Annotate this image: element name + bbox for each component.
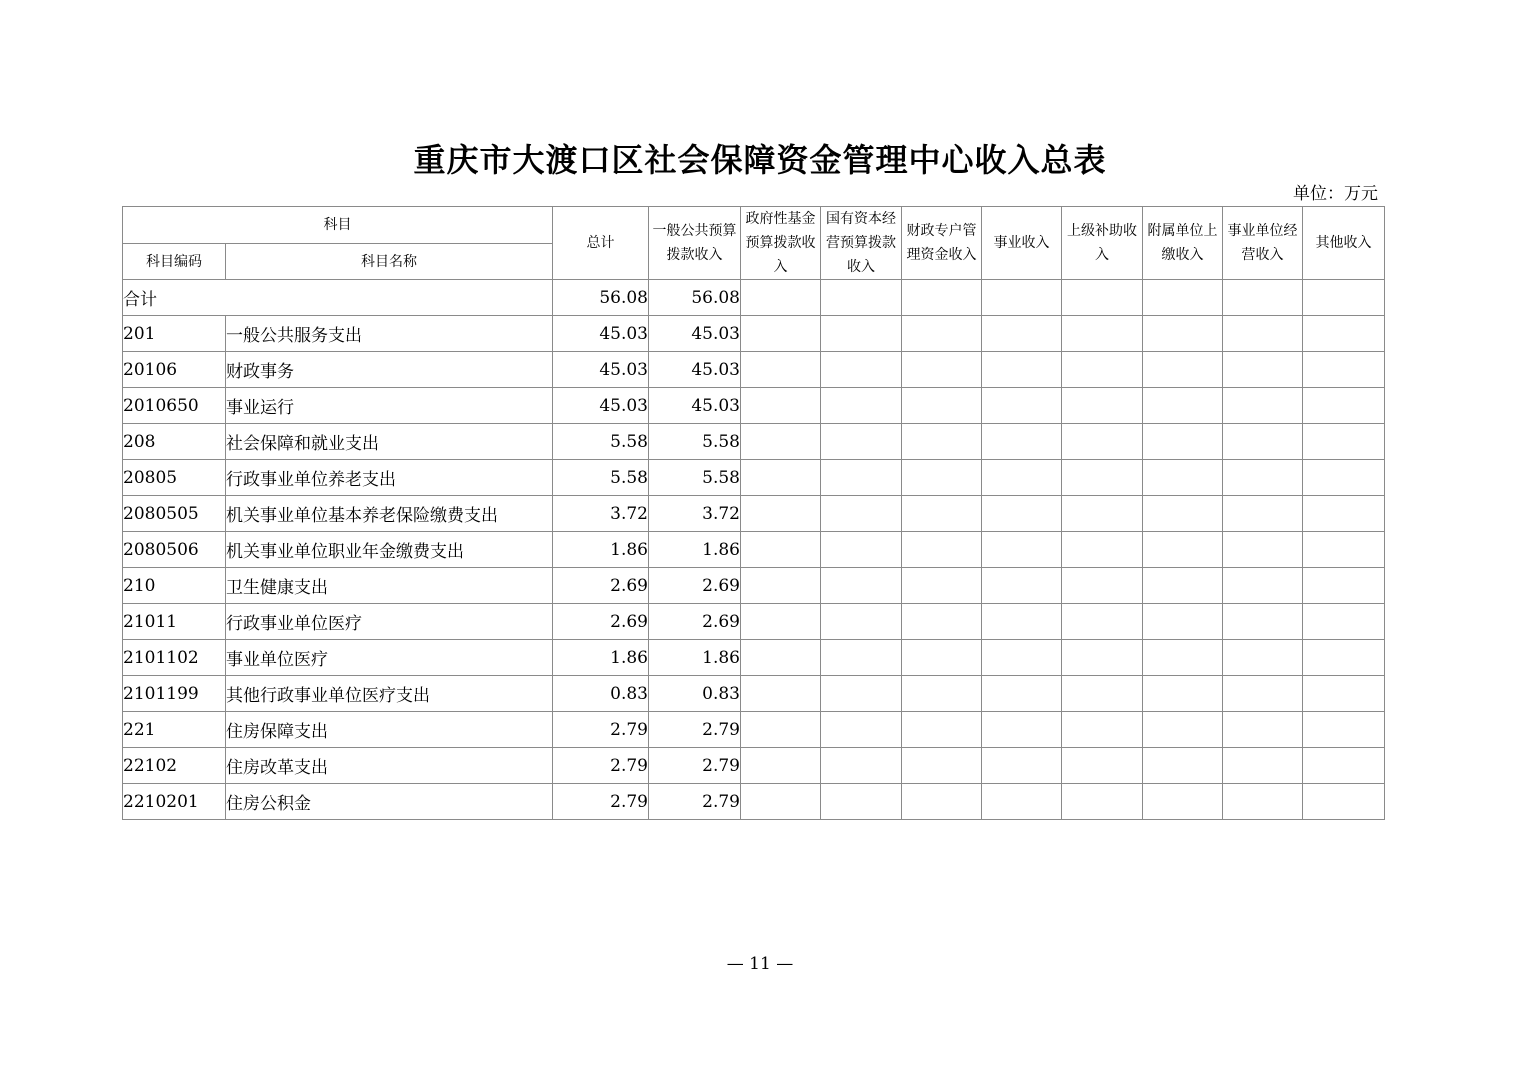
empty-cell xyxy=(982,640,1062,676)
row-name: 财政事务 xyxy=(226,352,553,388)
table-row xyxy=(123,352,1385,388)
row-general: 2.69 xyxy=(649,604,741,640)
row-name: 事业单位医疗 xyxy=(226,640,553,676)
empty-cell xyxy=(1062,280,1143,316)
empty-cell xyxy=(1303,640,1385,676)
empty-cell xyxy=(982,604,1062,640)
empty-cell xyxy=(1062,604,1143,640)
row-name: 住房改革支出 xyxy=(226,748,553,784)
empty-cell xyxy=(982,316,1062,352)
row-total: 5.58 xyxy=(553,424,649,460)
row-code: 20805 xyxy=(123,460,226,496)
empty-cell xyxy=(1223,316,1303,352)
empty-cell xyxy=(1062,316,1143,352)
empty-cell xyxy=(902,532,982,568)
row-code: 21011 xyxy=(123,604,226,640)
header-row-1 xyxy=(123,207,1385,244)
row-name: 事业运行 xyxy=(226,388,553,424)
row-general: 5.58 xyxy=(649,424,741,460)
empty-cell xyxy=(1062,676,1143,712)
empty-cell xyxy=(1062,424,1143,460)
empty-cell xyxy=(741,568,821,604)
table-row xyxy=(123,604,1385,640)
empty-cell xyxy=(1062,640,1143,676)
empty-cell xyxy=(1143,280,1223,316)
empty-cell xyxy=(741,532,821,568)
other-income-header: 其他收入 xyxy=(1303,207,1385,280)
empty-cell xyxy=(821,352,902,388)
table-row xyxy=(123,568,1385,604)
table-row xyxy=(123,496,1385,532)
row-name: 住房公积金 xyxy=(226,784,553,820)
empty-cell xyxy=(1143,712,1223,748)
empty-cell xyxy=(1143,460,1223,496)
empty-cell xyxy=(1303,280,1385,316)
empty-cell xyxy=(1143,424,1223,460)
empty-cell xyxy=(1223,604,1303,640)
empty-cell xyxy=(1223,352,1303,388)
row-general: 2.79 xyxy=(649,748,741,784)
empty-cell xyxy=(902,388,982,424)
empty-cell xyxy=(1303,532,1385,568)
empty-cell xyxy=(982,424,1062,460)
table-row xyxy=(123,424,1385,460)
income-summary-table xyxy=(122,206,1385,820)
empty-cell xyxy=(982,568,1062,604)
table-row xyxy=(123,712,1385,748)
state-capital-header: 国有资本经营预算拨款收入 xyxy=(821,207,902,280)
row-code: 20106 xyxy=(123,352,226,388)
row-general: 5.58 xyxy=(649,460,741,496)
row-total: 5.58 xyxy=(553,460,649,496)
empty-cell xyxy=(1143,604,1223,640)
table-row xyxy=(123,460,1385,496)
empty-cell xyxy=(741,712,821,748)
empty-cell xyxy=(1223,496,1303,532)
name-header: 科目名称 xyxy=(226,244,553,280)
row-general: 2.69 xyxy=(649,568,741,604)
row-general: 0.83 xyxy=(649,676,741,712)
empty-cell xyxy=(982,460,1062,496)
row-total: 45.03 xyxy=(553,352,649,388)
empty-cell xyxy=(1223,424,1303,460)
empty-cell xyxy=(741,604,821,640)
row-total: 0.83 xyxy=(553,676,649,712)
empty-cell xyxy=(821,712,902,748)
row-general: 45.03 xyxy=(649,352,741,388)
row-total: 2.69 xyxy=(553,568,649,604)
empty-cell xyxy=(1303,748,1385,784)
subject-group-header: 科目 xyxy=(123,207,553,244)
row-name: 机关事业单位职业年金缴费支出 xyxy=(226,532,553,568)
empty-cell xyxy=(741,316,821,352)
empty-cell xyxy=(902,784,982,820)
row-code: 2010650 xyxy=(123,388,226,424)
empty-cell xyxy=(1062,532,1143,568)
empty-cell xyxy=(1062,388,1143,424)
row-code: 201 xyxy=(123,316,226,352)
row-name: 其他行政事业单位医疗支出 xyxy=(226,676,553,712)
empty-cell xyxy=(1143,496,1223,532)
empty-cell xyxy=(741,676,821,712)
affiliated-income-header: 附属单位上缴收入 xyxy=(1143,207,1223,280)
empty-cell xyxy=(1303,316,1385,352)
empty-cell xyxy=(902,280,982,316)
row-code: 221 xyxy=(123,712,226,748)
empty-cell xyxy=(902,748,982,784)
table-row xyxy=(123,748,1385,784)
table-row xyxy=(123,676,1385,712)
empty-cell xyxy=(1303,676,1385,712)
empty-cell xyxy=(1303,460,1385,496)
table-row xyxy=(123,532,1385,568)
table-row xyxy=(123,388,1385,424)
empty-cell xyxy=(741,496,821,532)
empty-cell xyxy=(982,748,1062,784)
row-code: 2080505 xyxy=(123,496,226,532)
gov-fund-header: 政府性基金预算拨款收入 xyxy=(741,207,821,280)
empty-cell xyxy=(902,676,982,712)
empty-cell xyxy=(1223,280,1303,316)
empty-cell xyxy=(902,460,982,496)
empty-cell xyxy=(902,496,982,532)
special-account-header: 财政专户管理资金收入 xyxy=(902,207,982,280)
row-code: 2210201 xyxy=(123,784,226,820)
empty-cell xyxy=(1303,784,1385,820)
empty-cell xyxy=(821,532,902,568)
empty-cell xyxy=(1223,460,1303,496)
row-name: 行政事业单位医疗 xyxy=(226,604,553,640)
row-code: 2080506 xyxy=(123,532,226,568)
empty-cell xyxy=(982,532,1062,568)
row-name: 社会保障和就业支出 xyxy=(226,424,553,460)
row-code: 208 xyxy=(123,424,226,460)
row-total: 45.03 xyxy=(553,316,649,352)
code-header: 科目编码 xyxy=(123,244,226,280)
table-row xyxy=(123,640,1385,676)
empty-cell xyxy=(741,280,821,316)
unit-label: 单位：万元 xyxy=(1293,184,1378,204)
empty-cell xyxy=(902,316,982,352)
empty-cell xyxy=(1062,352,1143,388)
empty-cell xyxy=(1143,568,1223,604)
row-total: 45.03 xyxy=(553,388,649,424)
row-total: 2.79 xyxy=(553,784,649,820)
table-row xyxy=(123,784,1385,820)
empty-cell xyxy=(982,676,1062,712)
empty-cell xyxy=(902,424,982,460)
row-general: 2.79 xyxy=(649,784,741,820)
empty-cell xyxy=(902,640,982,676)
empty-cell xyxy=(982,496,1062,532)
row-total: 2.79 xyxy=(553,712,649,748)
empty-cell xyxy=(1223,532,1303,568)
empty-cell xyxy=(1303,388,1385,424)
row-total: 1.86 xyxy=(553,532,649,568)
empty-cell xyxy=(1303,712,1385,748)
empty-cell xyxy=(741,784,821,820)
empty-cell xyxy=(1303,604,1385,640)
row-name: 卫生健康支出 xyxy=(226,568,553,604)
empty-cell xyxy=(821,676,902,712)
empty-cell xyxy=(982,352,1062,388)
row-name: 住房保障支出 xyxy=(226,712,553,748)
empty-cell xyxy=(1303,496,1385,532)
row-general: 1.86 xyxy=(649,532,741,568)
empty-cell xyxy=(1062,496,1143,532)
row-general: 45.03 xyxy=(649,316,741,352)
empty-cell xyxy=(902,712,982,748)
general-budget-header: 一般公共预算拨款收入 xyxy=(649,207,741,280)
empty-cell xyxy=(741,460,821,496)
empty-cell xyxy=(821,424,902,460)
empty-cell xyxy=(1223,748,1303,784)
empty-cell xyxy=(1062,712,1143,748)
total-header: 总计 xyxy=(553,207,649,280)
empty-cell xyxy=(902,568,982,604)
operating-income-header: 事业单位经营收入 xyxy=(1223,207,1303,280)
row-name: 行政事业单位养老支出 xyxy=(226,460,553,496)
row-code: 22102 xyxy=(123,748,226,784)
empty-cell xyxy=(1223,640,1303,676)
empty-cell xyxy=(741,388,821,424)
total-row-label: 合计 xyxy=(123,280,553,316)
empty-cell xyxy=(821,496,902,532)
empty-cell xyxy=(1062,568,1143,604)
empty-cell xyxy=(1062,460,1143,496)
empty-cell xyxy=(982,280,1062,316)
empty-cell xyxy=(821,568,902,604)
empty-cell xyxy=(1143,316,1223,352)
empty-cell xyxy=(741,352,821,388)
row-name: 机关事业单位基本养老保险缴费支出 xyxy=(226,496,553,532)
empty-cell xyxy=(821,316,902,352)
total-row xyxy=(123,280,1385,316)
row-general: 1.86 xyxy=(649,640,741,676)
empty-cell xyxy=(821,388,902,424)
empty-cell xyxy=(821,460,902,496)
row-total: 3.72 xyxy=(553,496,649,532)
row-code: 2101199 xyxy=(123,676,226,712)
empty-cell xyxy=(1223,712,1303,748)
empty-cell xyxy=(1303,424,1385,460)
empty-cell xyxy=(1143,748,1223,784)
row-total: 2.79 xyxy=(553,748,649,784)
row-name: 一般公共服务支出 xyxy=(226,316,553,352)
empty-cell xyxy=(1062,784,1143,820)
empty-cell xyxy=(1143,388,1223,424)
empty-cell xyxy=(741,424,821,460)
empty-cell xyxy=(1143,676,1223,712)
empty-cell xyxy=(1143,532,1223,568)
empty-cell xyxy=(1223,568,1303,604)
total-row-total: 56.08 xyxy=(553,280,649,316)
empty-cell xyxy=(902,352,982,388)
empty-cell xyxy=(741,748,821,784)
row-total: 2.69 xyxy=(553,604,649,640)
empty-cell xyxy=(1223,388,1303,424)
empty-cell xyxy=(1143,784,1223,820)
row-code: 210 xyxy=(123,568,226,604)
empty-cell xyxy=(982,388,1062,424)
empty-cell xyxy=(821,640,902,676)
table-row xyxy=(123,316,1385,352)
business-income-header: 事业收入 xyxy=(982,207,1062,280)
empty-cell xyxy=(821,604,902,640)
empty-cell xyxy=(821,280,902,316)
empty-cell xyxy=(741,640,821,676)
empty-cell xyxy=(982,784,1062,820)
empty-cell xyxy=(1303,352,1385,388)
row-general: 2.79 xyxy=(649,712,741,748)
empty-cell xyxy=(982,712,1062,748)
empty-cell xyxy=(1303,568,1385,604)
subsidy-income-header: 上级补助收入 xyxy=(1062,207,1143,280)
empty-cell xyxy=(1143,352,1223,388)
empty-cell xyxy=(821,784,902,820)
empty-cell xyxy=(902,604,982,640)
empty-cell xyxy=(1062,748,1143,784)
row-general: 45.03 xyxy=(649,388,741,424)
page-title: 重庆市大渡口区社会保障资金管理中心收入总表 xyxy=(413,141,1107,179)
empty-cell xyxy=(1223,676,1303,712)
empty-cell xyxy=(821,748,902,784)
row-general: 3.72 xyxy=(649,496,741,532)
row-total: 1.86 xyxy=(553,640,649,676)
page-number: — 11 — xyxy=(726,954,794,974)
total-row-general: 56.08 xyxy=(649,280,741,316)
empty-cell xyxy=(1223,784,1303,820)
empty-cell xyxy=(1143,640,1223,676)
row-code: 2101102 xyxy=(123,640,226,676)
